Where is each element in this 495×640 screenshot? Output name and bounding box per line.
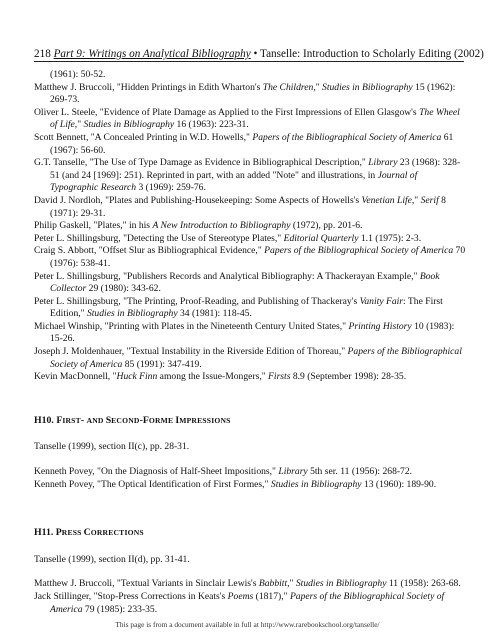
bullet: • [253,48,258,60]
list-item: Peter L. Shillingsburg, "The Printing, Proof-Reading, and Publishing of Thackeray's Vanity Fair: The First Edition," Studies in Bibliography 34 (1981): 118-45. [34,295,443,320]
list-item: Kenneth Povey, "The Optical Identification of First Formes," Studies in Bibliography 13 (1960): 189-90. [34,478,437,490]
list-item: Kevin MacDonnell, "Huck Finn among the Issue-Mongers," Firsts 8.9 (September 1998): 28-35. [34,371,407,383]
list-item: Matthew J. Bruccoli, "Textual Variants in Sinclair Lewis's Babbitt," Studies in Bibliography 11 (1958): 263-68. [34,578,461,590]
bibliography-content [34,69,466,616]
list-item: Philip Gaskell, "Plates," in his A New Introduction to Bibliography (1972), pp. 201-6. [34,220,363,232]
section-heading-h11: H11. PRESS CORRECTIONS [34,527,144,539]
running-title: Tanselle: Introduction to Scholarly Editing (2002) [260,48,484,60]
list-item: Peter L. Shillingsburg, "Publishers Records and Analytical Bibliography: A Thackerayan Example," Book Collector 29 (1980): 343-62. [34,270,440,295]
list-item: Michael Winship, "Printing with Plates in the Nineteenth Century United States," Printing History 10 (1983): 15-26. [34,320,455,345]
list-item: Tanselle (1999), section II(c), pp. 28-31. [34,441,190,453]
section-heading-h10: H10. FIRST- AND SECOND-FORME IMPRESSIONS [34,414,231,426]
section-title: Part 9: Writings on Analytical Bibliography [53,48,251,60]
list-item: Peter L. Shillingsburg, "Detecting the Use of Stereotype Plates," Editorial Quarterly 1.1 (1975): 2-3. [34,232,422,244]
list-item: (1961): 50-52. [50,69,106,80]
list-item: Oliver L. Steele, "Evidence of Plate Damage as Applied to the First Impressions of Ellen Glasgow's The Wheel of Life," Studies in Bibliography 16 (1963): 223-31. [34,106,460,131]
list-item: Matthew J. Bruccoli, "Hidden Printings in Edith Wharton's The Children," Studies in Bibliography 15 (1962): 269-73. [34,81,456,106]
list-item: Craig S. Abbott, "Offset Slur as Bibliographical Evidence," Papers of the Bibliographical Society of America 70 (1976): 538-41. [34,245,466,269]
list-item: G.T. Tanselle, "The Use of Type Damage as Evidence in Bibliographical Description," Library 23 (1968): 328-51 (and 24 [1969]: 251). Reprinted in part, with an added "Note" and illustrations, in Journal of Typographic Research 3 (1969): 259-76. [34,157,461,194]
page-number: 218 [34,48,51,60]
running-header [34,48,484,62]
list-item: Joseph J. Moldenhauer, "Textual Instability in the Riverside Edition of Thoreau," Papers of the Bibliographical Society of America 85 (1991): 347-419. [34,346,462,370]
list-item: Scott Bennett, "A Concealed Printing in W.D. Howells," Papers of the Bibliographical Society of America 61 (1967): 56-60. [34,131,454,156]
list-item: Jack Stillinger, "Stop-Press Corrections in Keats's Poems (1817)," Papers of the Bibliographical Society of America 79 (1985): 233-35. [34,591,445,615]
list-item: Tanselle (1999), section II(d), pp. 31-41. [34,553,190,565]
list-item: Kenneth Povey, "On the Diagnosis of Half-Sheet Impositions," Library 5th ser. 11 (1956): 268-72. [34,466,413,478]
page-footer: This page is from a document available in full at http://www.rarebookschool.org/tanselle/ [115,620,380,629]
list-item: David J. Nordloh, "Plates and Publishing-Housekeeping: Some Aspects of Howells's Venetian Life," Serif 8 (1971): 29-31. [34,194,446,219]
